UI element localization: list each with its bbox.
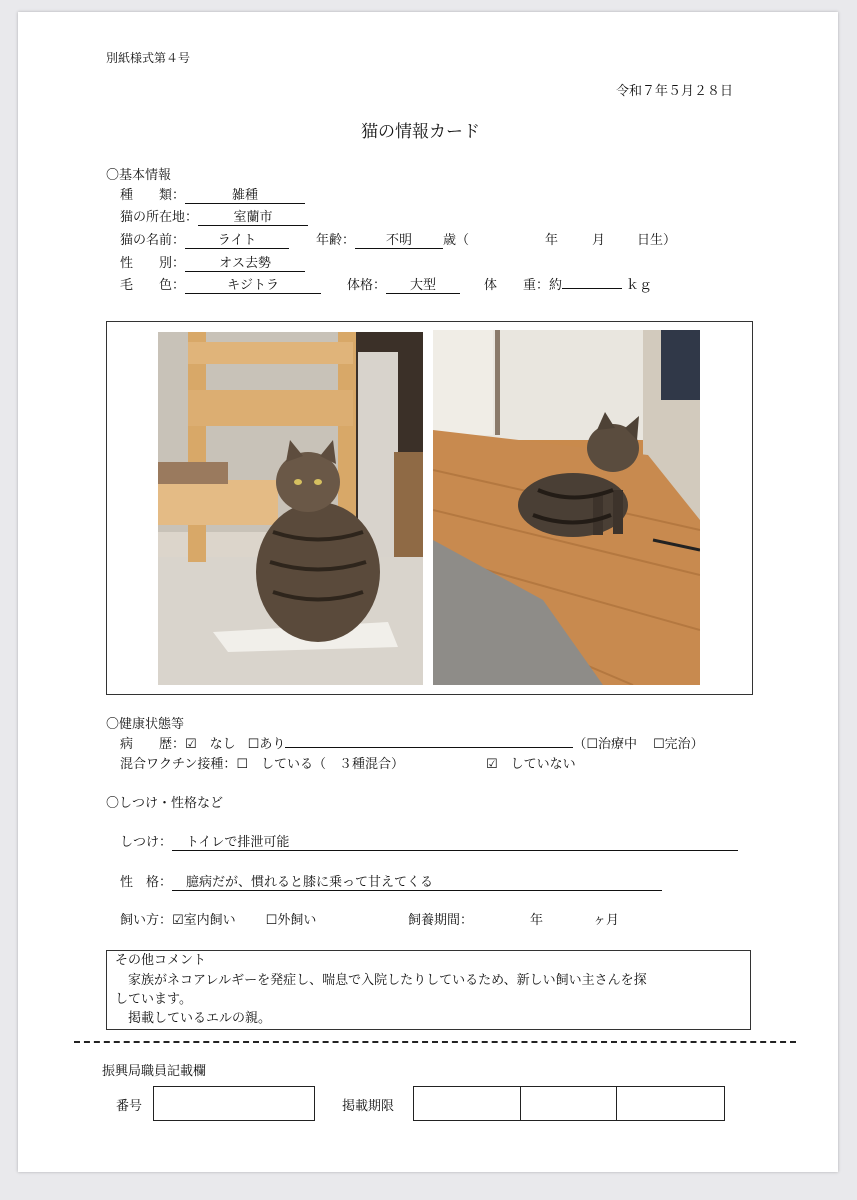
posting-period-box-1[interactable]	[413, 1086, 521, 1121]
form-number: 別紙様式第４号	[106, 51, 191, 65]
number-label: 番号	[116, 1099, 143, 1114]
comment-heading: その他コメント	[115, 953, 207, 968]
history-detail-line	[285, 747, 573, 748]
training-value: トイレで排泄可能	[172, 835, 738, 851]
cat-photo-2-image	[433, 330, 700, 685]
age-value: 不明	[355, 233, 443, 249]
sex-label: 性 別：	[120, 256, 186, 271]
treating-checkbox[interactable]: ☐治療中	[586, 737, 637, 752]
comment-line-1: 家族がネコアレルギーを発症し、喘息で入院したりしているため、新しい飼い主さんを探	[115, 973, 647, 988]
name-label: 猫の名前：	[120, 233, 186, 248]
staff-heading: 振興局職員記載欄	[102, 1064, 207, 1079]
health-heading: 〇健康状態等	[106, 717, 185, 732]
photo-frame	[106, 321, 753, 695]
weight-unit: ｋｇ	[626, 278, 653, 293]
build-value: 大型	[386, 278, 460, 294]
name-value: ライト	[185, 233, 289, 249]
build-label: 体格：	[347, 278, 387, 293]
history-row	[120, 737, 704, 753]
history-yes-checkbox[interactable]: ☐あり	[247, 737, 286, 752]
posting-period-box-3[interactable]	[616, 1086, 725, 1121]
age-row	[316, 233, 469, 249]
age-label: 年齢：	[316, 233, 356, 248]
weight-label: 体 重：約	[484, 278, 563, 293]
breed-value: 雑種	[185, 188, 305, 204]
comment-line-2: しています。	[115, 992, 192, 1007]
color-row	[120, 278, 321, 294]
name-row	[120, 233, 289, 249]
personality-label: 性 格：	[120, 875, 173, 890]
training-label: しつけ：	[120, 835, 173, 850]
location-label: 猫の所在地：	[120, 210, 199, 225]
document-page	[18, 12, 838, 1172]
keeping-row	[120, 913, 316, 929]
posting-period-box-2[interactable]	[520, 1086, 617, 1121]
location-value: 室蘭市	[198, 210, 308, 226]
build-row	[347, 278, 460, 294]
breed-row	[120, 188, 305, 204]
temper-heading: 〇しつけ・性格など	[106, 796, 224, 811]
birth-month-label: 月	[592, 233, 606, 248]
weight-value	[562, 288, 622, 289]
period-label: 飼養期間：	[408, 913, 474, 928]
history-none-checkbox[interactable]: ☑ なし	[185, 737, 236, 752]
history-label: 病 歴：	[120, 737, 186, 752]
page-title: 猫の情報カード	[361, 122, 480, 142]
cut-line	[74, 1041, 796, 1043]
period-year-unit: 年	[530, 913, 544, 928]
indoor-checkbox[interactable]: ☑室内飼い	[172, 913, 236, 928]
breed-label: 種 類：	[120, 188, 186, 203]
color-label: 毛 色：	[120, 278, 186, 293]
location-row	[120, 210, 308, 226]
personality-value: 臆病だが、慣れると膝に乗って甘えてくる	[172, 875, 662, 891]
personality-row	[120, 875, 662, 891]
outdoor-checkbox[interactable]: ☐外飼い	[265, 913, 317, 928]
birth-day-label: 日生）	[637, 233, 677, 248]
document-date: 令和７年５月２８日	[616, 84, 734, 99]
sex-row	[120, 256, 305, 272]
cured-checkbox[interactable]: ☐完治）	[653, 737, 704, 752]
period-month-unit: ヶ月	[593, 913, 620, 928]
training-row	[120, 835, 738, 851]
birth-year-label: 年	[545, 233, 559, 248]
color-value: キジトラ	[185, 278, 321, 294]
vaccinated-checkbox[interactable]: ☐ している（ ３種混合）	[236, 757, 405, 772]
cat-photo-2	[433, 330, 700, 685]
keeping-label: 飼い方：	[120, 913, 173, 928]
cat-photo-1-image	[158, 332, 423, 685]
not-vaccinated-checkbox[interactable]: ☑ していない	[486, 757, 576, 772]
number-input-box[interactable]	[153, 1086, 315, 1121]
comment-box	[106, 950, 751, 1030]
vaccine-row	[120, 757, 404, 773]
history-paren-open: （	[573, 737, 587, 752]
weight-row	[484, 278, 652, 294]
vaccine-label: 混合ワクチン接種：	[120, 757, 237, 772]
posting-period-label: 掲載期限	[342, 1099, 395, 1114]
comment-line-3: 掲載しているエルの親。	[115, 1011, 272, 1026]
age-unit: 歳（	[443, 233, 470, 248]
cat-photo-1	[158, 332, 423, 685]
sex-value: オス去勢	[185, 256, 305, 272]
basic-info-heading: 〇基本情報	[106, 168, 172, 183]
